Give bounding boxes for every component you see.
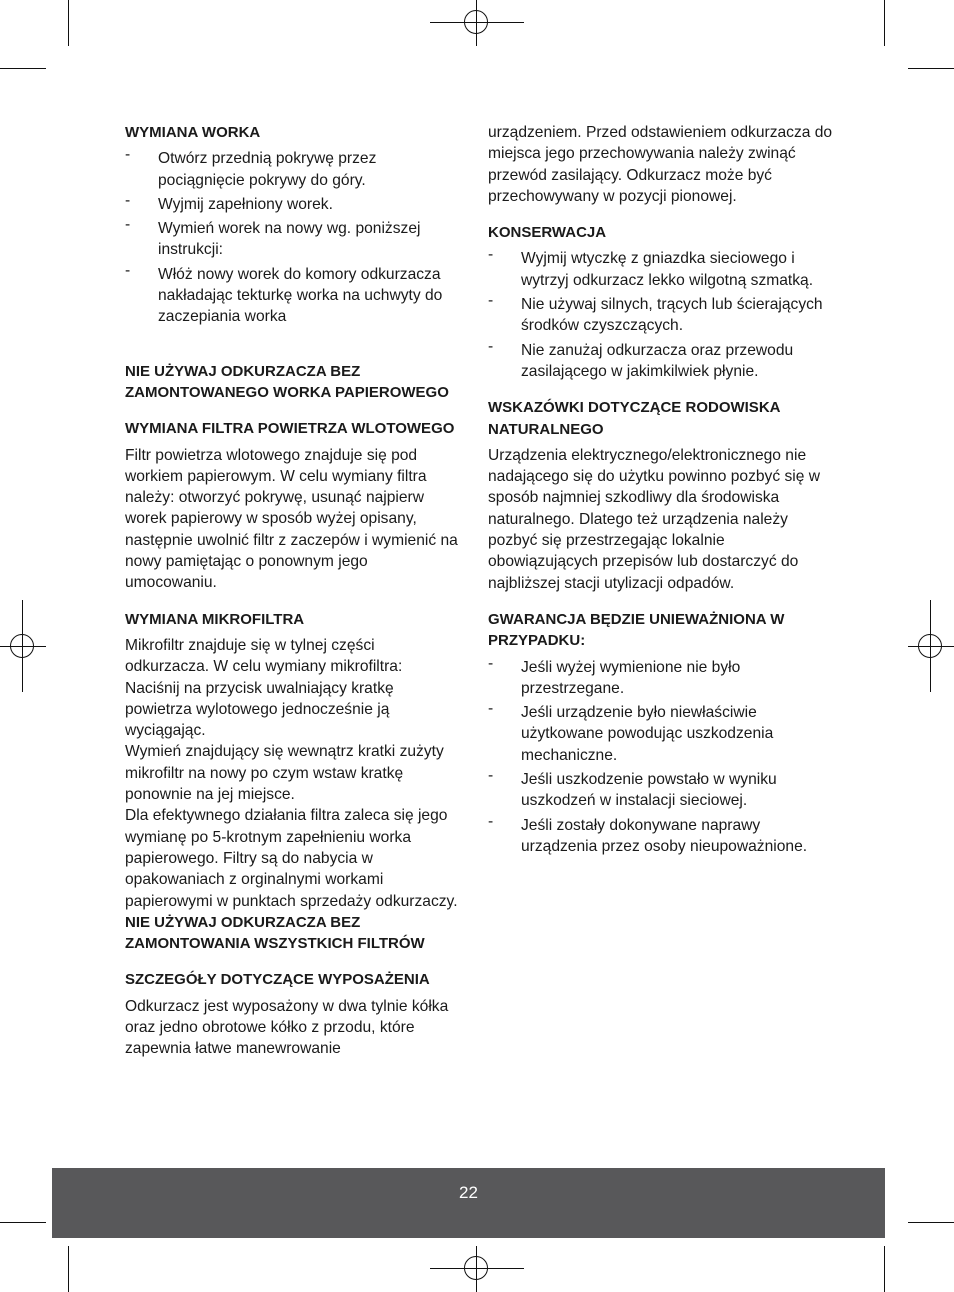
- left-column: [125, 122, 460, 1060]
- section-heading-bag-replacement: WYMIANA WORKA: [125, 124, 261, 141]
- crop-mark-bl-v: [68, 1246, 69, 1292]
- right-column: [488, 122, 833, 872]
- crop-mark-tr-v: [884, 0, 885, 46]
- inlet-filter-text: Filtr powietrza wlotowego znajduje się pod workiem papierowym. W celu wymiany filtra należy: otworzyć pokrywę, usunąć najpierw worek papierowy w sposób wyżej opisany, następnie uwolnić filtr z zaczepów i wymienić na nowy pamiętając o ponownym jego umocowaniu.: [125, 446, 458, 592]
- microfilter-text-2: Wymień znajdujący się wewnątrz kratki zużyty mikrofiltr na nowy po czym wstaw kratkę ponownie na jej miejsce.: [125, 743, 444, 804]
- section-heading-microfilter: WYMIANA MIKROFILTRA: [125, 610, 305, 628]
- list-item: - Otwórz przednią pokrywę przez pociągnięcie pokrywy do góry.: [125, 148, 460, 191]
- list-item: - Wyjmij zapełniony worek.: [125, 194, 460, 215]
- list-item: - Nie zanużaj odkurzacza oraz przewodu zasilającego w jakimkilwiek płynie.: [488, 340, 833, 383]
- crop-mark-br-v: [884, 1246, 885, 1292]
- list-item: - Jeśli zostały dokonywane naprawy urządzenia przez osoby nieupoważnione.: [488, 815, 833, 858]
- list-item: - Jeśli urządzenie było niewłaściwie użytkowane powodując uszkodzenia mechaniczne.: [488, 702, 833, 766]
- crop-mark-tl-v: [68, 0, 69, 46]
- list-item: - Wymień worek na nowy wg. poniższej instrukcji:: [125, 218, 460, 261]
- list-item: - Nie używaj silnych, trących lub ścierających środków czyszczących.: [488, 294, 833, 337]
- list-item: - Jeśli uszkodzenie powstało w wyniku uszkodzeń w instalacji sieciowej.: [488, 769, 833, 812]
- warranty-void-list: [488, 657, 833, 858]
- list-item: - Jeśli wyżej wymienione nie było przestrzegane.: [488, 657, 833, 700]
- section-heading-maintenance: KONSERWACJA: [488, 224, 607, 242]
- list-item: - Wyjmij wtyczkę z gniazdka sieciowego i wytrzyj odkurzacz lekko wilgotną szmatką.: [488, 248, 833, 291]
- microfilter-text-1: Mikrofiltr znajduje się w tylnej części odkurzacza. W celu wymiany mikrofiltra: Naciśnij na przycisk uwalniający kratkę powietrza wylotowego jednocześnie ją wyciągając.: [125, 636, 403, 740]
- crop-mark-tr-h: [908, 68, 954, 69]
- footer-bar: [52, 1168, 885, 1238]
- equipment-text-continued: urządzeniem. Przed odstawieniem odkurzacza do miejsca jego przechowywania należy zwinąć przewód zasilający. Odkurzacz może być przechowywany w pozycji pionowej.: [488, 124, 833, 205]
- section-heading-inlet-filter: WYMIANA FILTRA POWIETRZA WLOTOWEGO: [125, 420, 455, 438]
- warning-all-filters: NIE UŻYWAJ ODKURZACZA BEZ ZAMONTOWANIA WSZYSTKICH FILTRÓW: [125, 913, 425, 953]
- page-number: 22: [459, 1183, 478, 1202]
- environment-text: Urządzenia elektrycznego/elektronicznego nie nadającego się do użytku powinno pozbyć się w sposób najmniej szkodliwy dla środowiska naturalnego. Dlatego też urządzenia należy pozbyć się przestrzegając lokalnie obowiązujących przepisów lub dostarczyć do najbliższej stacji utylizacji odpadów.: [488, 446, 821, 592]
- crop-mark-br-h: [908, 1222, 954, 1223]
- maintenance-list: [488, 248, 833, 382]
- bag-replacement-steps: [125, 148, 460, 327]
- crop-mark-bl-h: [0, 1222, 46, 1223]
- warning-no-paper-bag: NIE UŻYWAJ ODKURZACZA BEZ ZAMONTOWANEGO WORKA PAPIEROWEGO: [125, 362, 449, 401]
- crop-mark-tl-h: [0, 68, 46, 69]
- section-heading-environment: WSKAZÓWKI DOTYCZĄCE RODOWISKA NATURALNEGO: [488, 399, 780, 438]
- microfilter-text-3: Dla efektywnego działania filtra zaleca się jego wymianę po 5-krotnym zapełnieniu worka papierowego. Filtry są do nabycia w opakowaniach z orginalnymi workami papierowymi w punktach sprzedaży odkurzaczy.: [125, 807, 458, 910]
- list-item: - Włóż nowy worek do komory odkurzacza nakładając tekturkę worka na uchwyty do zaczepiania worka: [125, 264, 460, 328]
- section-heading-warranty: GWARANCJA BĘDZIE UNIEWAŻNIONA W PRZYPADKU:: [488, 610, 785, 650]
- equipment-text: Odkurzacz jest wyposażony w dwa tylnie kółka oraz jedno obrotowe kółko z przodu, które zapewnia łatwe manewrowanie: [125, 997, 449, 1058]
- section-heading-equipment: SZCZEGÓŁY DOTYCZĄCE WYPOSAŻENIA: [125, 971, 430, 989]
